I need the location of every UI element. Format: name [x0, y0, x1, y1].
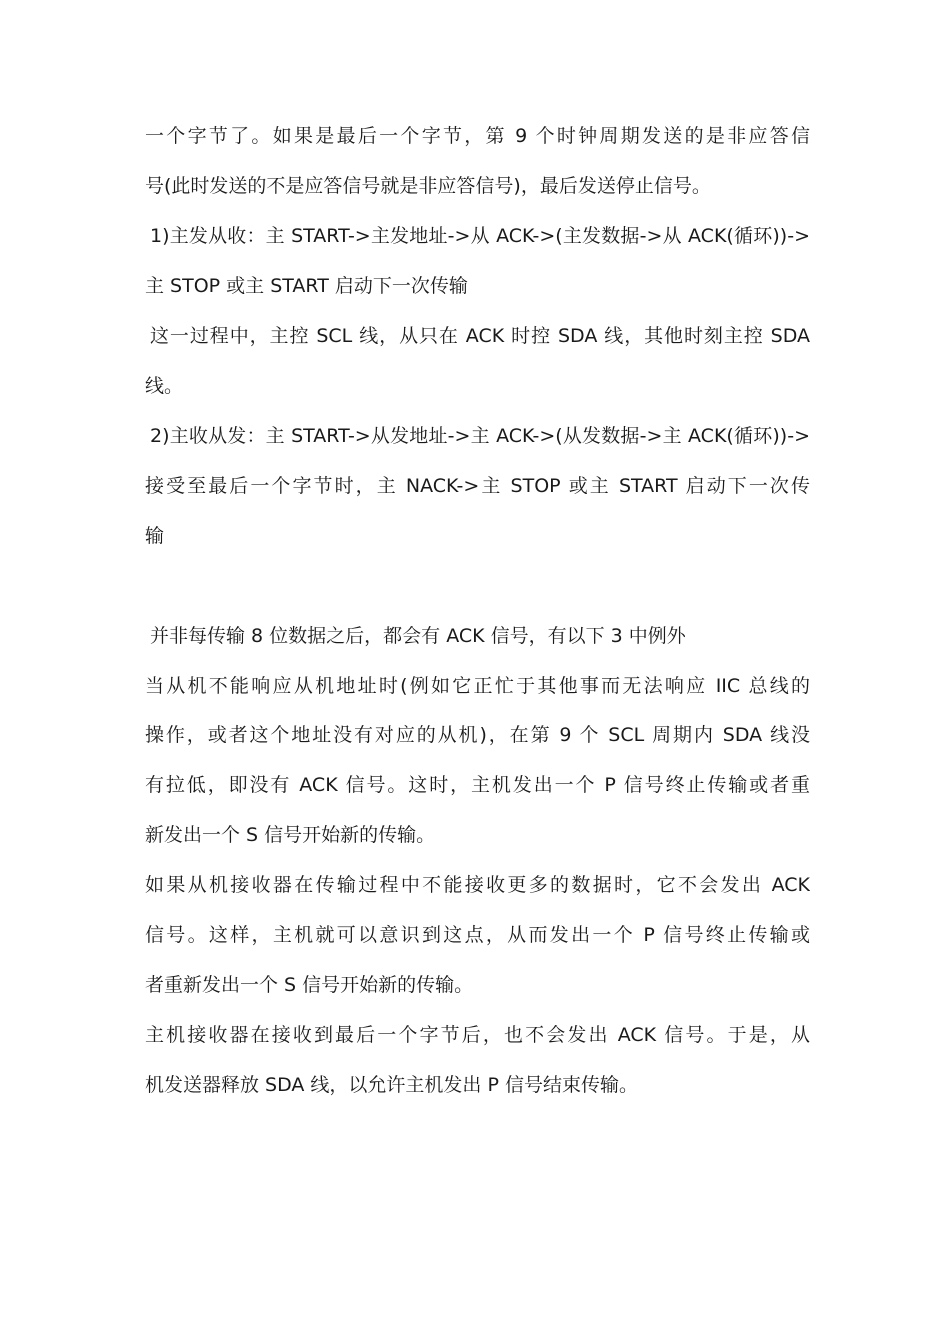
paragraph-line: 新发出一个 S 信号开始新的传输。	[145, 824, 436, 846]
paragraph-line: 主 STOP 或主 START 启动下一次传输	[145, 275, 468, 297]
paragraph-line: 信号。这样，主机就可以意识到这点，从而发出一个 P 信号终止传输或	[145, 924, 810, 946]
paragraph-line: 机发送器释放 SDA 线，以允许主机发出 P 信号结束传输。	[145, 1074, 638, 1096]
paragraph-line: 主机接收器在接收到最后一个字节后，也不会发出 ACK 信号。于是，从	[145, 1024, 810, 1046]
paragraph-line: 2)主收从发：主 START->从发地址->主 ACK->(从发数据->主 ACK(循环))->	[150, 425, 810, 447]
paragraph-line: 当从机不能响应从机地址时(例如它正忙于其他事而无法响应 IIC 总线的	[145, 675, 810, 697]
paragraph-line: 1)主发从收：主 START->主发地址->从 ACK->(主发数据->从 ACK(循环))->	[150, 225, 810, 247]
paragraph-line: 并非每传输 8 位数据之后，都会有 ACK 信号，有以下 3 中例外	[150, 625, 686, 647]
paragraph-line: 号(此时发送的不是应答信号就是非应答信号)，最后发送停止信号。	[145, 175, 711, 197]
paragraph-line: 者重新发出一个 S 信号开始新的传输。	[145, 974, 474, 996]
paragraph-line: 线。	[145, 375, 184, 397]
paragraph-line: 接受至最后一个字节时，主 NACK->主 STOP 或主 START 启动下一次传	[145, 475, 810, 497]
paragraph-line: 这一过程中，主控 SCL 线，从只在 ACK 时控 SDA 线，其他时刻主控 SDA	[150, 325, 810, 347]
paragraph-line: 有拉低，即没有 ACK 信号。这时，主机发出一个 P 信号终止传输或者重	[145, 774, 810, 796]
paragraph-line: 如果从机接收器在传输过程中不能接收更多的数据时，它不会发出 ACK	[145, 874, 810, 896]
paragraph-line: 输	[145, 525, 165, 547]
paragraph-line: 操作，或者这个地址没有对应的从机)，在第 9 个 SCL 周期内 SDA 线没	[145, 724, 810, 746]
paragraph-line: 一个字节了。如果是最后一个字节，第 9 个时钟周期发送的是非应答信	[145, 125, 810, 147]
